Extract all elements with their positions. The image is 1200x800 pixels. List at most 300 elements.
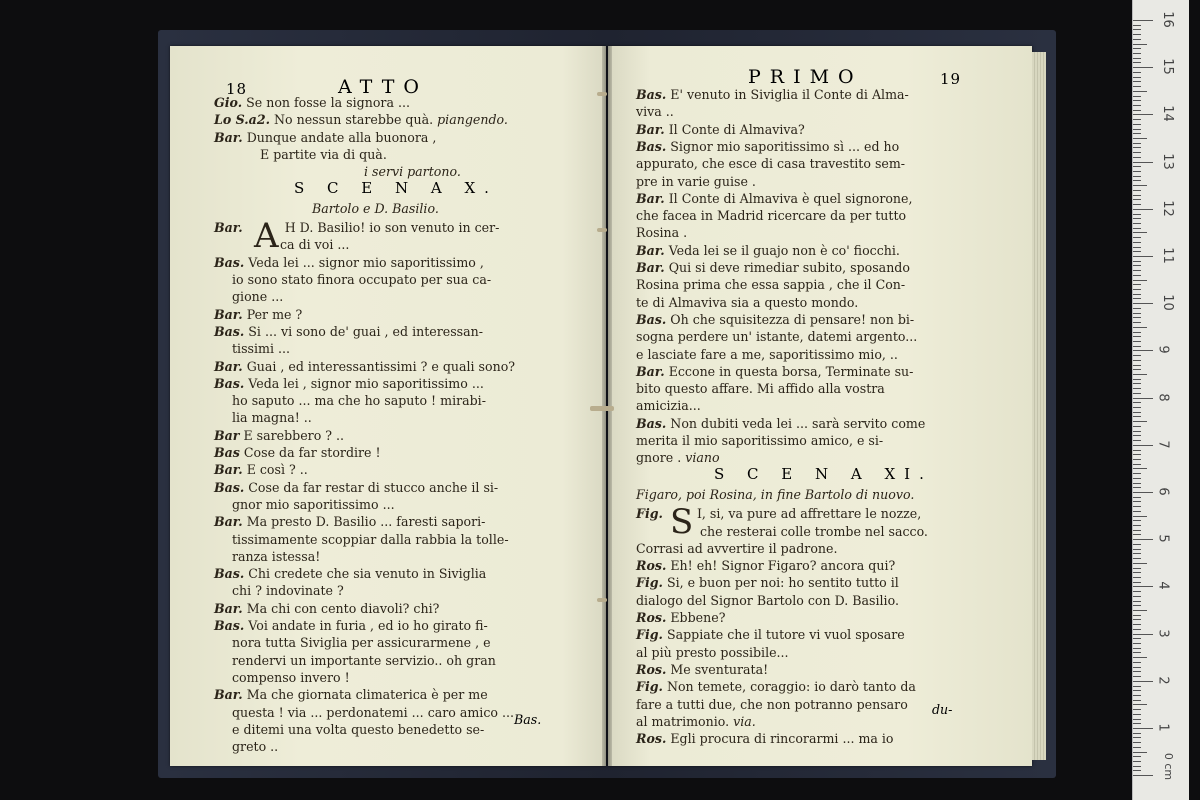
ruler-number: 10 xyxy=(1159,294,1175,311)
ruler-tick xyxy=(1133,152,1141,153)
line-text: Per me ? xyxy=(246,306,303,322)
text-line xyxy=(232,669,350,686)
line-text: al matrimonio. xyxy=(636,713,730,729)
text-line xyxy=(214,565,486,582)
ruler-tick xyxy=(1133,294,1141,295)
ruler-tick xyxy=(1133,393,1141,394)
ruler-tick xyxy=(1133,563,1147,564)
ruler-tick xyxy=(1133,742,1141,743)
speaker-label: Bar. xyxy=(636,363,665,379)
speaker-label: Bas. xyxy=(636,311,667,327)
text-line xyxy=(636,207,906,224)
text-line xyxy=(636,173,756,190)
text-line xyxy=(636,103,674,120)
ruler-tick xyxy=(1133,756,1141,757)
text-line xyxy=(636,86,909,103)
ruler-tick xyxy=(1133,605,1141,606)
line-text: No nessun starebbe quà. xyxy=(274,112,434,128)
scene-persons: Figaro, poi Rosina, in fine Bartolo di nuovo. xyxy=(636,486,915,502)
ruler-tick xyxy=(1133,681,1153,682)
line-text: Eccone in questa borsa, Terminate su- xyxy=(668,363,914,379)
ruler-tick xyxy=(1133,350,1153,351)
line-text: gnore . xyxy=(636,450,682,466)
ruler-tick xyxy=(1133,365,1141,366)
ruler-tick xyxy=(1133,379,1141,380)
speaker-label: Bas xyxy=(214,445,240,460)
line-text: ca di voi ... xyxy=(280,237,350,253)
ruler-tick xyxy=(1133,53,1141,54)
line-text: I, si, va pure ad affrettare le nozze, xyxy=(696,506,922,522)
ruler-tick xyxy=(1133,289,1141,290)
ruler-tick xyxy=(1133,176,1141,177)
ruler-tick xyxy=(1133,487,1141,488)
ruler-tick xyxy=(1133,25,1141,26)
ruler-tick xyxy=(1133,407,1141,408)
text-line xyxy=(636,557,895,574)
speaker-label: Ros. xyxy=(636,661,667,677)
binding-stitch xyxy=(597,598,607,602)
ruler-number: 1 xyxy=(1155,723,1171,732)
ruler-tick xyxy=(1133,506,1141,507)
ruler-tick xyxy=(1133,317,1141,318)
ruler-number: 12 xyxy=(1159,200,1175,217)
text-line xyxy=(636,380,885,397)
line-text: E sarebbero ? .. xyxy=(243,427,345,443)
line-text: compenso invero ! xyxy=(232,669,350,685)
text-line xyxy=(260,146,387,163)
text-line xyxy=(214,686,488,703)
ruler-tick xyxy=(1133,86,1141,87)
line-text: Sappiate che il tutore vi vuol sposare xyxy=(666,627,905,643)
line-text: Cose da far stordire ! xyxy=(243,445,381,460)
right-running-head: PRIMO xyxy=(748,66,863,88)
speaker-label: Bar xyxy=(214,427,240,443)
line-text: e lasciate fare a me, saporitissimo mio, .. xyxy=(636,346,898,362)
text-line xyxy=(232,531,509,548)
line-text: Corrasi ad avvertire il padrone. xyxy=(636,540,838,556)
speaker-label: Ros. xyxy=(636,558,667,574)
line-text: appurato, che esce di casa travestito sem- xyxy=(636,156,906,172)
text-line xyxy=(636,242,900,259)
page-edges xyxy=(1032,52,1046,760)
text-line xyxy=(232,721,484,738)
ruler-tick xyxy=(1133,534,1141,535)
speaker-label: Bas. xyxy=(636,87,667,102)
line-text: nora tutta Siviglia per assicurarmene , e xyxy=(232,635,491,651)
ruler-tick xyxy=(1133,416,1141,417)
line-text: Si, e buon per noi: ho sentito tutto il xyxy=(666,575,899,591)
line-text: Ma chi con cento diavoli? chi? xyxy=(246,600,440,616)
ruler-tick xyxy=(1133,770,1141,771)
ruler-tick xyxy=(1133,185,1147,186)
ruler-tick xyxy=(1133,218,1141,219)
ruler-tick xyxy=(1133,251,1141,252)
ruler-tick xyxy=(1133,591,1141,592)
line-text: Oh che squisitezza di pensare! non bi- xyxy=(670,311,915,327)
ruler-tick xyxy=(1133,166,1141,167)
text-line xyxy=(232,548,320,565)
ruler-tick xyxy=(1133,67,1153,68)
ruler-tick xyxy=(1133,577,1141,578)
ruler-number: 15 xyxy=(1159,58,1175,75)
ruler-tick xyxy=(1133,586,1153,587)
speaker-label: Bas. xyxy=(636,138,667,154)
text-line xyxy=(214,306,302,323)
ruler-tick xyxy=(1133,525,1141,526)
ruler-tick xyxy=(1133,737,1141,738)
ruler-tick xyxy=(1133,652,1141,653)
binding-stitch xyxy=(597,228,607,232)
ruler-tick xyxy=(1133,265,1141,266)
ruler-tick xyxy=(1133,72,1141,73)
ruler-number: 8 xyxy=(1155,392,1171,402)
line-text: Si ... vi sono de' guai , ed interessan- xyxy=(248,323,483,339)
ruler-number: 14 xyxy=(1159,105,1175,123)
line-text: tissimamente scoppiar dalla rabbia la tolle- xyxy=(232,531,509,547)
text-line xyxy=(214,427,344,444)
ruler-tick xyxy=(1133,247,1141,248)
speaker-label: Fig. xyxy=(636,575,663,591)
ruler-tick xyxy=(1133,553,1141,554)
ruler-tick xyxy=(1133,695,1141,696)
speaker-label: Lo S.a2. xyxy=(214,112,270,128)
ruler-tick xyxy=(1133,667,1141,668)
ruler-tick xyxy=(1133,662,1141,663)
ruler-tick xyxy=(1133,204,1141,205)
ruler-tick xyxy=(1133,539,1153,540)
text-line xyxy=(636,609,725,626)
ruler-tick xyxy=(1133,700,1141,701)
ruler-tick xyxy=(1133,336,1141,337)
ruler-tick xyxy=(1133,704,1147,705)
ruler-tick xyxy=(1133,143,1141,144)
text-line xyxy=(214,111,508,128)
ruler-tick xyxy=(1133,199,1141,200)
speaker-label: Gio. xyxy=(214,95,243,110)
text-line xyxy=(214,254,484,271)
text-line xyxy=(232,652,496,669)
ruler-number: 16 xyxy=(1159,11,1175,28)
ruler-tick xyxy=(1133,723,1141,724)
ruler-tick xyxy=(1133,421,1147,422)
line-text: Eh! eh! Signor Figaro? ancora qui? xyxy=(670,558,896,574)
text-line xyxy=(636,397,701,414)
ruler-tick xyxy=(1133,728,1153,729)
ruler-tick xyxy=(1133,624,1141,625)
ruler-tick xyxy=(1133,58,1141,59)
line-text: amicizia... xyxy=(636,398,701,414)
left-running-head: ATTO xyxy=(338,76,428,98)
speaker-label: Fig. xyxy=(636,506,663,522)
speaker-label: Bar. xyxy=(214,514,243,530)
speaker-label: Bar. xyxy=(636,121,665,137)
ruler-tick xyxy=(1133,558,1141,559)
ruler-tick xyxy=(1133,256,1153,257)
line-text: Il Conte di Almaviva è quel signorone, xyxy=(668,190,913,206)
ruler-tick xyxy=(1133,313,1141,314)
text-line xyxy=(214,461,308,478)
text-line xyxy=(232,704,514,721)
ruler-tick xyxy=(1133,483,1141,484)
ruler-tick xyxy=(1133,341,1141,342)
ruler-tick xyxy=(1133,105,1141,106)
ruler-tick xyxy=(1133,530,1141,531)
line-text: io sono stato finora occupato per sua ca- xyxy=(232,272,492,287)
ruler-tick xyxy=(1133,454,1141,455)
text-line xyxy=(636,190,913,207)
line-text: E partite via di quà. xyxy=(260,146,387,162)
ruler-tick xyxy=(1133,44,1147,45)
ruler-tick xyxy=(1133,303,1153,304)
ruler-tick xyxy=(1133,435,1141,436)
ruler-tick xyxy=(1133,228,1141,229)
binding-stitch xyxy=(590,406,614,411)
ruler-tick xyxy=(1133,468,1147,469)
text-line xyxy=(232,271,491,288)
ruler-tick xyxy=(1133,686,1141,687)
text-line xyxy=(636,505,921,522)
line-text: fare a tutti due, che non potranno pensaro xyxy=(636,696,908,712)
ruler-tick xyxy=(1133,752,1147,753)
text-line xyxy=(636,138,899,155)
text-line xyxy=(636,661,768,678)
line-text: Qui si deve rimediar subito, sposando xyxy=(668,260,910,275)
line-text: lia magna! .. xyxy=(232,410,312,426)
ruler-tick xyxy=(1133,322,1141,323)
ruler-tick xyxy=(1133,426,1141,427)
line-text: questa ! via ... perdonatemi ... caro amico ... xyxy=(232,704,514,720)
text-line xyxy=(636,678,916,695)
ruler-number: 2 xyxy=(1155,676,1171,685)
ruler-number: 13 xyxy=(1159,152,1175,170)
stage-direction: viano xyxy=(685,450,720,466)
ruler-tick xyxy=(1133,690,1141,691)
ruler-tick xyxy=(1133,29,1141,30)
text-line xyxy=(636,713,756,730)
line-text: Egli procura di rincorarmi ... ma io xyxy=(670,731,894,747)
speaker-label: Bar. xyxy=(214,600,243,616)
ruler-tick xyxy=(1133,412,1141,413)
line-text: Non dubiti veda lei ... sarà servito come xyxy=(670,415,926,431)
scene-title: S C E N A X. xyxy=(294,178,498,197)
ruler-tick xyxy=(1133,619,1141,620)
ruler-tick xyxy=(1133,572,1141,573)
text-line xyxy=(214,129,436,146)
ruler-tick xyxy=(1133,464,1141,465)
ruler-tick xyxy=(1133,119,1141,120)
line-text: Me sventurata! xyxy=(670,661,769,677)
text-line xyxy=(232,582,344,599)
line-text: Veda lei se il guajo non è co' fiocchi. xyxy=(668,242,900,258)
ruler-tick xyxy=(1133,275,1141,276)
catchword: du- xyxy=(932,702,953,717)
line-text: che resterai colle trombe nel sacco. xyxy=(700,523,928,539)
ruler-tick xyxy=(1133,214,1141,215)
speaker-label: Bas. xyxy=(214,323,245,339)
text-line xyxy=(232,340,290,357)
ruler-tick xyxy=(1133,162,1153,163)
text-line xyxy=(214,375,484,392)
line-text: Ma che giornata climaterica è per me xyxy=(246,687,488,703)
text-line xyxy=(636,363,913,380)
speaker-label: Bas. xyxy=(214,618,245,633)
catchword: Bas. xyxy=(514,712,542,727)
line-text: Cose da far restar di stucco anche il si- xyxy=(248,479,499,495)
line-text: Guai , ed interessantissimi ? e quali sono? xyxy=(246,358,516,374)
ruler-tick xyxy=(1133,237,1141,238)
ruler-tick xyxy=(1133,190,1141,191)
line-text: Signor mio saporitissimo sì ... ed ho xyxy=(670,138,900,154)
ruler-tick xyxy=(1133,332,1141,333)
ruler-tick xyxy=(1133,714,1141,715)
ruler-tick xyxy=(1133,634,1153,635)
ruler-tick xyxy=(1133,709,1141,710)
ruler-tick xyxy=(1133,270,1141,271)
ruler-unit-label: 0 cm xyxy=(1162,752,1176,781)
line-text: E' venuto in Siviglia il Conte di Alma- xyxy=(670,87,909,102)
ruler-tick xyxy=(1133,39,1141,40)
line-text: Ma presto D. Basilio ... faresti sapori- xyxy=(246,514,486,530)
drop-cap: A xyxy=(254,216,279,257)
speaker-label: Bar. xyxy=(214,687,243,703)
ruler-tick xyxy=(1133,733,1141,734)
speaker-label: Fig. xyxy=(636,679,663,695)
line-text: ho saputo ... ma che ho saputo ! mirabi- xyxy=(232,393,486,409)
text-line xyxy=(636,346,898,363)
ruler-tick xyxy=(1133,129,1141,130)
ruler-tick xyxy=(1133,549,1141,550)
text-line xyxy=(214,600,439,617)
line-text: Rosina prima che essa sappia , che il Con- xyxy=(636,277,906,293)
scene-persons: Bartolo e D. Basilio. xyxy=(312,200,439,216)
ruler-tick xyxy=(1133,280,1147,281)
ruler-tick xyxy=(1133,62,1141,63)
text-line xyxy=(636,121,805,138)
ruler-tick xyxy=(1133,638,1141,639)
line-text: Veda lei ... signor mio saporitissimo , xyxy=(248,254,484,270)
ruler-tick xyxy=(1133,383,1141,384)
stage-direction: piangendo. xyxy=(437,112,508,128)
line-text: che facea in Madrid ricercare da per tutto xyxy=(636,208,907,224)
text-line xyxy=(214,358,515,375)
ruler-tick xyxy=(1133,648,1141,649)
ruler-number: 6 xyxy=(1155,487,1171,496)
speaker-label: Bas. xyxy=(214,566,245,582)
ruler-tick xyxy=(1133,81,1141,82)
text-line xyxy=(636,276,905,293)
line-text: merita il mio saporitissimo amico, e si- xyxy=(636,433,884,448)
text-line xyxy=(636,592,899,609)
text-line xyxy=(636,730,894,747)
text-line xyxy=(214,219,499,236)
line-text: Voi andate in furia , ed io ho girato fi- xyxy=(248,618,488,633)
speaker-label: Bar. xyxy=(636,190,665,206)
text-line xyxy=(214,323,483,340)
ruler-tick xyxy=(1133,450,1141,451)
ruler-tick xyxy=(1133,431,1141,432)
ruler-tick xyxy=(1133,629,1141,630)
ruler-tick xyxy=(1133,180,1141,181)
ruler-tick xyxy=(1133,157,1141,158)
text-line xyxy=(214,94,410,111)
ruler-tick xyxy=(1133,327,1147,328)
text-line xyxy=(636,259,910,276)
line-text: sogna perdere un' istante, datemi argento... xyxy=(636,329,918,345)
stage-direction: via. xyxy=(733,713,756,729)
text-line xyxy=(636,574,899,591)
ruler-tick xyxy=(1133,766,1141,767)
speaker-label: Bar. xyxy=(636,242,665,258)
ruler-tick xyxy=(1133,676,1141,677)
ruler-tick xyxy=(1133,388,1141,389)
text-line xyxy=(636,696,908,713)
ruler-tick xyxy=(1133,615,1141,616)
ruler-tick xyxy=(1133,91,1147,92)
ruler-tick xyxy=(1133,596,1141,597)
speaker-label: Ros. xyxy=(636,731,667,747)
ruler-number: 4 xyxy=(1155,581,1171,591)
ruler-tick xyxy=(1133,232,1147,233)
line-text: Rosina . xyxy=(636,225,688,241)
ruler-tick xyxy=(1133,360,1141,361)
ruler-tick xyxy=(1133,719,1141,720)
ruler-tick xyxy=(1133,223,1141,224)
line-text: ranza istessa! xyxy=(232,548,321,564)
ruler-tick xyxy=(1133,242,1141,243)
line-text: Dunque andate alla buonora , xyxy=(246,129,437,145)
ruler-tick xyxy=(1133,138,1147,139)
ruler-tick xyxy=(1133,657,1147,658)
text-line xyxy=(214,444,381,461)
measurement-ruler xyxy=(1132,0,1189,800)
ruler-tick xyxy=(1133,568,1141,569)
ruler-tick xyxy=(1133,516,1147,517)
text-line xyxy=(636,449,720,466)
line-text: greto .. xyxy=(232,739,279,755)
text-line xyxy=(232,496,395,513)
text-line xyxy=(636,328,917,345)
text-line xyxy=(636,224,687,241)
ruler-tick xyxy=(1133,398,1153,399)
text-line xyxy=(214,479,498,496)
ruler-tick xyxy=(1133,582,1141,583)
text-line xyxy=(232,738,278,755)
ruler-tick xyxy=(1133,114,1153,115)
line-text: tissimi ... xyxy=(232,341,291,357)
line-text: viva .. xyxy=(636,104,674,120)
line-text: chi ? indovinate ? xyxy=(232,583,344,599)
ruler-tick xyxy=(1133,124,1141,125)
ruler-tick xyxy=(1133,775,1153,776)
ruler-tick xyxy=(1133,440,1141,441)
ruler-tick xyxy=(1133,298,1141,299)
ruler-tick xyxy=(1133,171,1141,172)
line-text: Se non fosse la signora ... xyxy=(246,95,410,110)
ruler-number: 9 xyxy=(1155,345,1171,355)
text-line xyxy=(232,409,312,426)
ruler-tick xyxy=(1133,284,1141,285)
line-text: e ditemi una volta questo benedetto se- xyxy=(232,721,485,737)
ruler-tick xyxy=(1133,544,1141,545)
line-text: bito questo affare. Mi affido alla vostra xyxy=(636,381,885,397)
ruler-tick xyxy=(1133,643,1141,644)
ruler-tick xyxy=(1133,369,1141,370)
ruler-tick xyxy=(1133,20,1153,21)
ruler-tick xyxy=(1133,48,1141,49)
binding-stitch xyxy=(597,92,607,96)
ruler-number: 11 xyxy=(1159,247,1175,264)
ruler-tick xyxy=(1133,747,1141,748)
